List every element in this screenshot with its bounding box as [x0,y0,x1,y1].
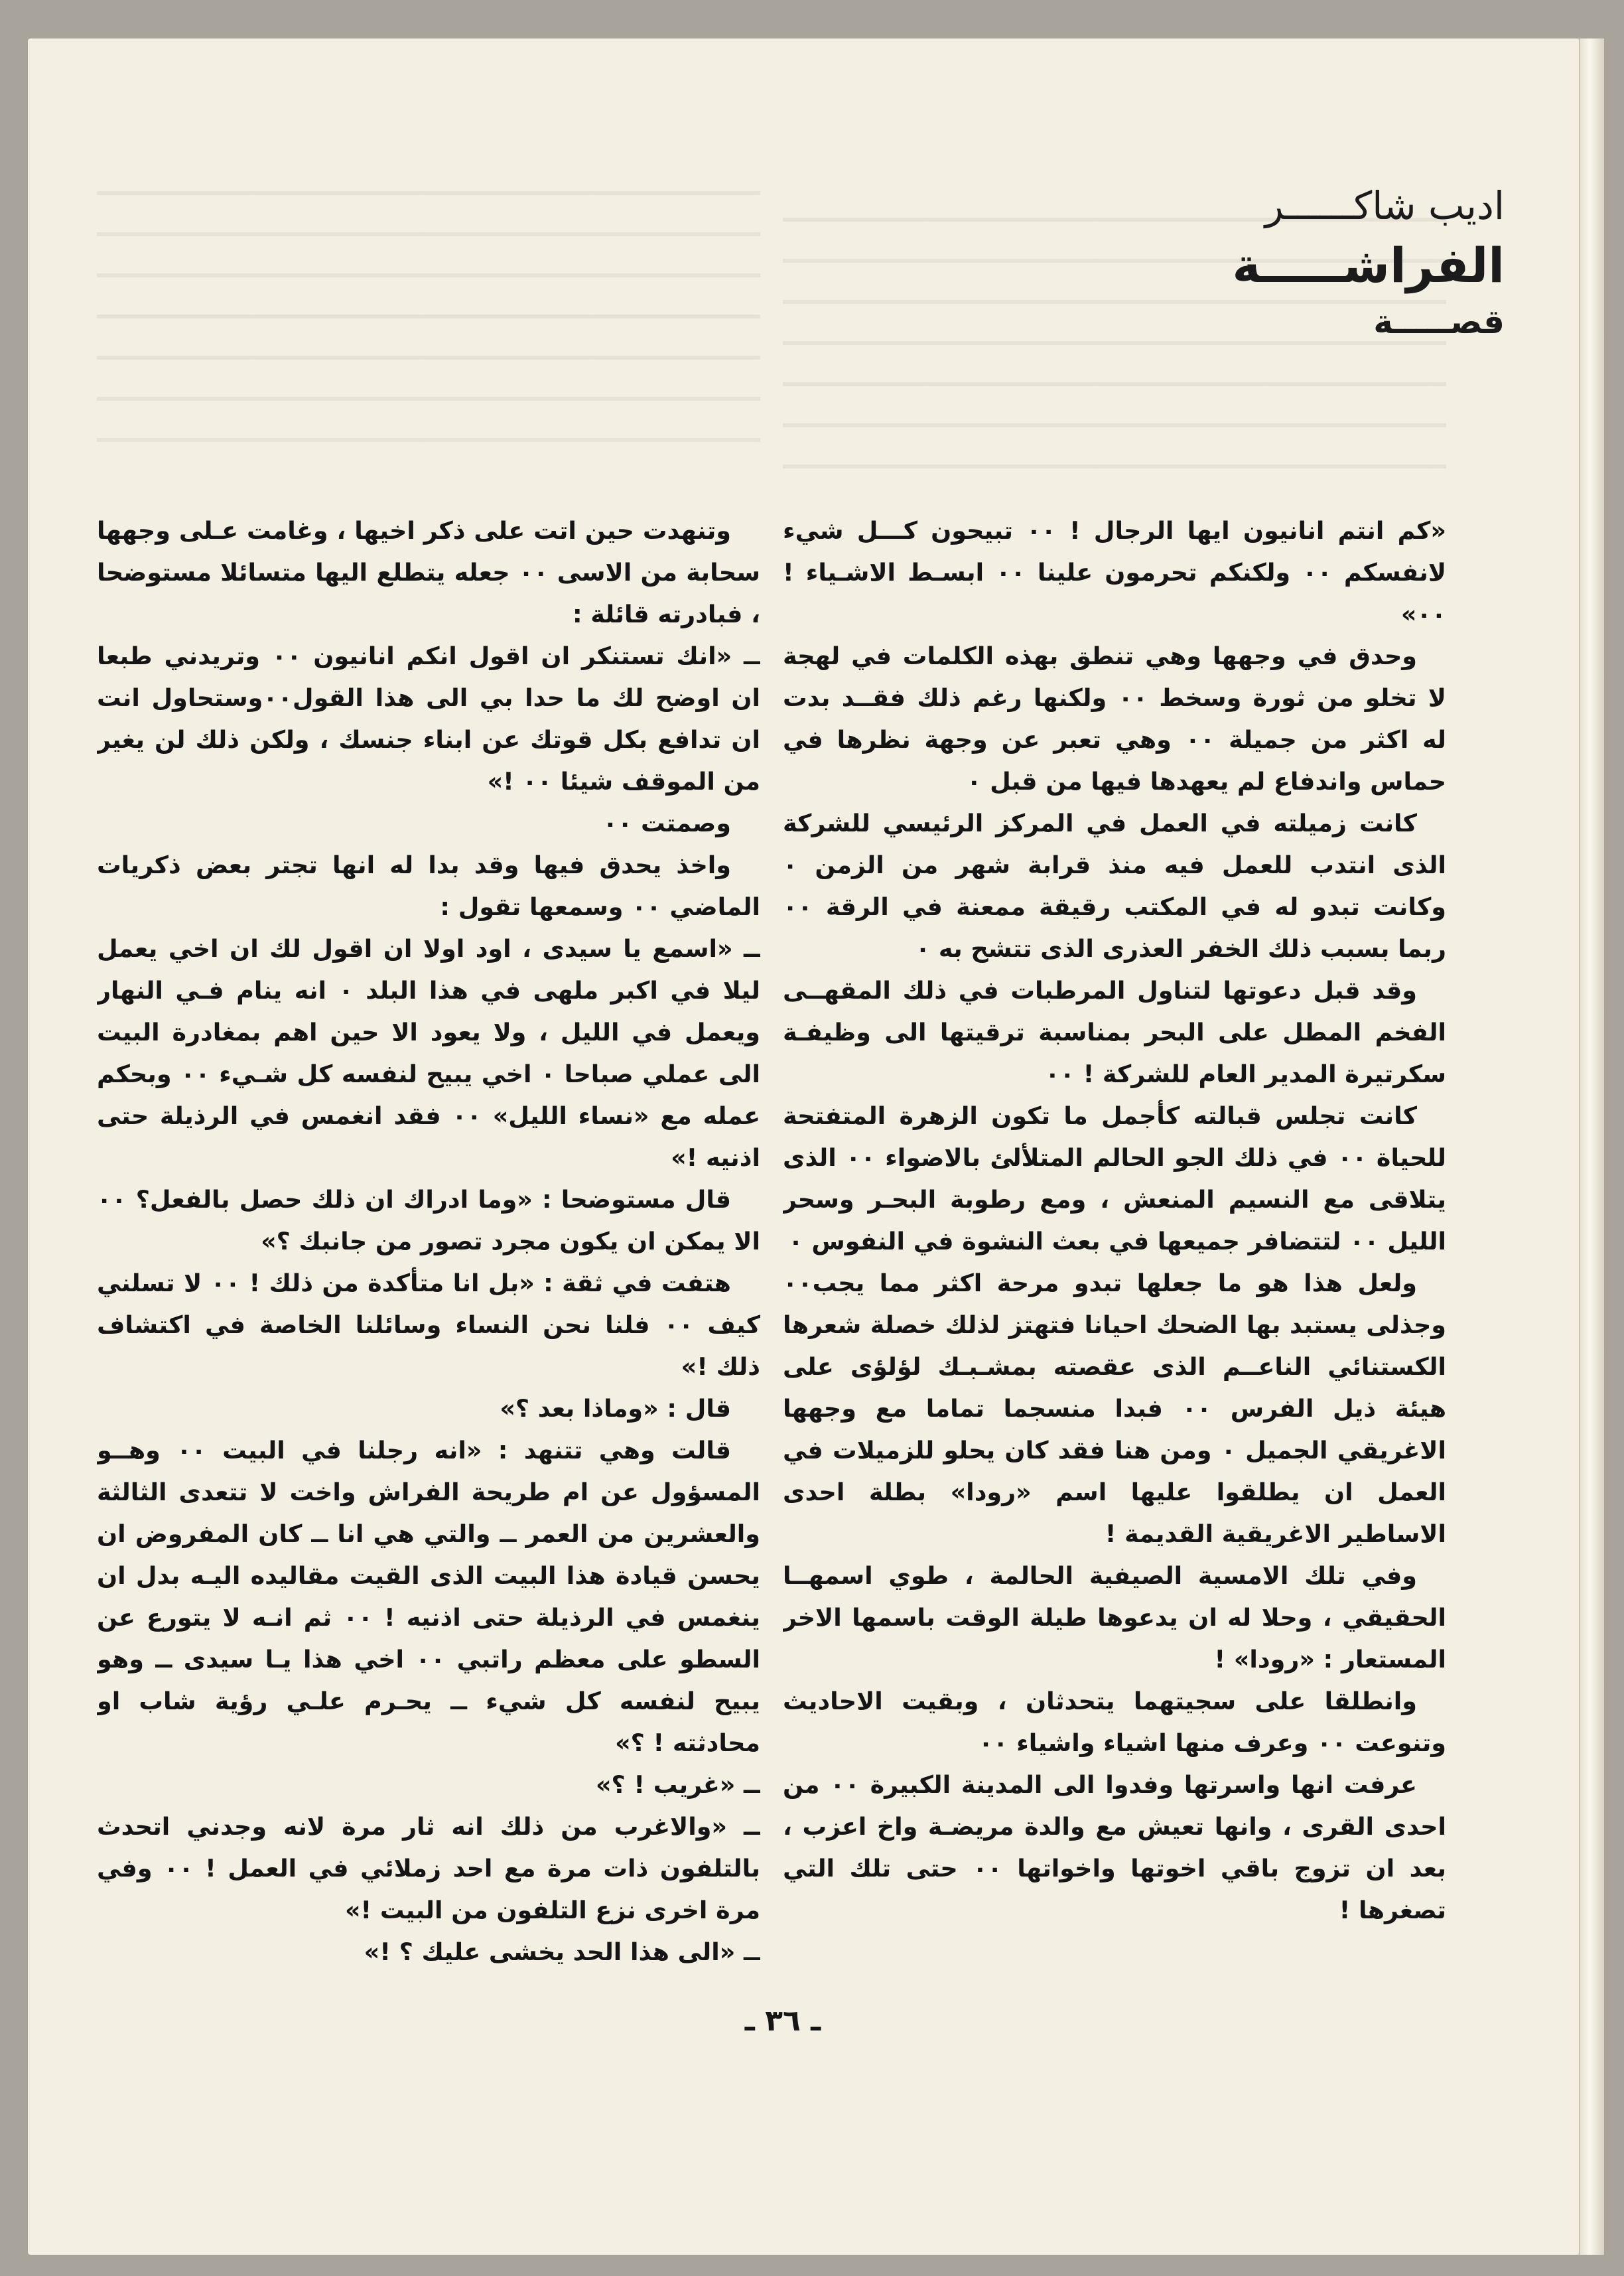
paragraph: هتفت في ثقة : «بل انا متأكدة من ذلك ! ٠٠ لا تسلني كيف ٠٠ فلنا نحن النساء وسائلنا الخاصة في اكتشاف ذلك !» [97,1269,760,1381]
paragraph: كانت تجلس قبالته كأجمل ما تكون الزهرة المتفتحة للحياة ٠٠ في ذلك الجو الحالم المتلألئ بالاضواء ٠٠ الذى يتلاقى مع النسيم المنعش ، ومع رطوبة البحـر وسحر الليل ٠٠ لتتضافر جميعها في بعث النشوة في النفوس ٠ [783,1102,1446,1255]
paragraph: ــ «اسمع يا سيدى ، اود اولا ان اقول لك ان اخي يعمل ليلا في اكبر ملهى في هذا البلد ٠ انه ينام فـي النهار ويعمل في الليل ، ولا يعود الا حين اهم بمغادرة البيت الى عملي صباحا ٠ اخي يبيح لنفسه كل شـيء ٠٠ وبحكم عمله مع «نساء الليل» ٠٠ فقد انغمس في الرذيلة حتى اذنيه !» [97,934,760,1172]
paragraph: وحدق في وجهها وهي تنطق بهذه الكلمات في لهجة لا تخلو من ثورة وسخط ٠٠ ولكنها رغم ذلك فقــد بدت له اكثر من جميلة ٠٠ وهي تعبر عن وجهة نظرها في حماس واندفاع لم يعهدها فيها من قبل ٠ [783,642,1446,796]
page-number: ـ ٣٦ ـ [744,2004,821,2038]
story-title: الفراشـــــة [1232,238,1505,293]
article-header [908,179,1505,345]
bleed-through-text [97,166,760,478]
page-stack-edge [1579,38,1604,2255]
paragraph: ــ «والاغرب من ذلك انه ثار مرة لانه وجدني اتحدث بالتلفون ذات مرة مع احد زملائي في العمل ! ٠٠ وفي مرة اخرى نزع التلفون من البيت !» [97,1812,760,1924]
story-genre: قصـــــة [1373,303,1505,341]
paragraph: وصمتت ٠٠ [602,809,731,837]
paragraph: قال : «وماذا بعد ؟» [500,1394,731,1423]
paragraph: كانت زميلته في العمل في المركز الرئيسي للشركة الذى انتدب للعمل فيه منذ قرابة شهر من الزمن ٠ وكانت تبدو له في المكتب رقيقة ممعنة في الرقة ٠٠ ربما بسبب ذلك الخفر العذرى الذى تتشح به ٠ [783,809,1446,963]
text-column-right [783,510,1446,1976]
paragraph: وانطلقا على سجيتهما يتحدثان ، وبقيت الاحاديث وتنوعت ٠٠ وعرف منها اشياء واشياء ٠٠ [783,1687,1446,1757]
paragraph: قالت وهي تتنهد : «انه رجلنا في البيت ٠٠ وهــو المسؤول عن ام طريحة الفراش واخت لا تتعدى الثالثة والعشرين من العمر ــ والتي هي انا ــ كان المفروض ان يحسن قيادة هذا البيت الذى القيت مقاليده اليـه بدل ان ينغمس في الرذيلة حتى اذنيه ! ٠٠ ثم انـه لا يتورع عن السطو على معظم راتبي ٠٠ اخي هذا يـا سيدى ــ وهو يبيح لنفسه كل شيء ــ يحـرم علـي رؤية شاب او محادثته ! ؟» [97,1436,760,1757]
paragraph: وقد قبل دعوتها لتناول المرطبات في ذلك المقهــى الفخم المطل على البحر بمناسبة ترقيتها الى وظيفـة سكرتيرة المدير العام للشركة ! ٠٠ [783,976,1446,1088]
paragraph: وفي تلك الامسية الصيفية الحالمة ، طوي اسمهــا الحقيقي ، وحلا له ان يدعوها طيلة الوقت باسمها الاخر المستعار : «رودا» ! [783,1561,1446,1673]
paragraph: ــ «الى هذا الحد يخشى عليك ؟ !» [364,1938,760,1966]
author-name: اديب شاكــــــر [1264,183,1505,228]
paragraph: قال مستوضحا : «وما ادراك ان ذلك حصل بالفعل؟ ٠٠ الا يمكن ان يكون مجرد تصور من جانبك ؟» [97,1185,760,1255]
paragraph: ولعل هذا هو ما جعلها تبدو مرحة اكثر مما يجب٠٠ وجذلى يستبد بها الضحك احيانا فتهتز لذلك خصلة شعرها الكستنائي الناعــم الذى عقصته بمشـبـك لؤلؤى على هيئة ذيل الفرس ٠٠ فبدا منسجما تماما مع وجهها الاغريقي الجميل ٠ ومن هنا فقد كان يحلو للزميلات في العمل ان يطلقوا عليها اسم «رودا» بطلة احدى الاساطير الاغريقية القديمة ! [783,1269,1446,1548]
paragraph: ــ «انك تستنكر ان اقول انكم انانيون ٠٠ وتريدني طبعا ان اوضح لك ما حدا بي الى هذا القول٠٠وستحاول انت ان تدافع بكل قوتك عن ابناء جنسك ، ولكن ذلك لن يغير من الموقف شيئا ٠٠ !» [97,642,760,796]
paragraph: واخذ يحدق فيها وقد بدا له انها تجتر بعض ذكريات الماضي ٠٠ وسمعها تقول : [97,851,760,921]
paragraph: ــ «غريب ! ؟» [595,1770,760,1799]
text-column-left [97,510,760,1976]
paragraph: وتنهدت حين اتت على ذكر اخيها ، وغامت عـلى وجهها سحابة من الاسى ٠٠ جعله يتطلع اليها متسائلا مستوضحا ، فبادرته قائلة : [97,516,760,628]
paragraph: عرفت انها واسرتها وفدوا الى المدينة الكبيرة ٠٠ من احدى القرى ، وانها تعيش مع والدة مريضـة واخ اعزب ، بعد ان تزوج باقي اخوتها واخواتها ٠٠ حتى تلك التي تصغرها ! [783,1770,1446,1924]
paragraph: «كم انتم انانيون ايها الرجال ! ٠٠ تبيحون كـــل شيء لانفسكم ٠٠ ولكنكم تحرمون علينا ٠٠ ابسـط الاشـياء ! ٠٠» [783,516,1446,628]
